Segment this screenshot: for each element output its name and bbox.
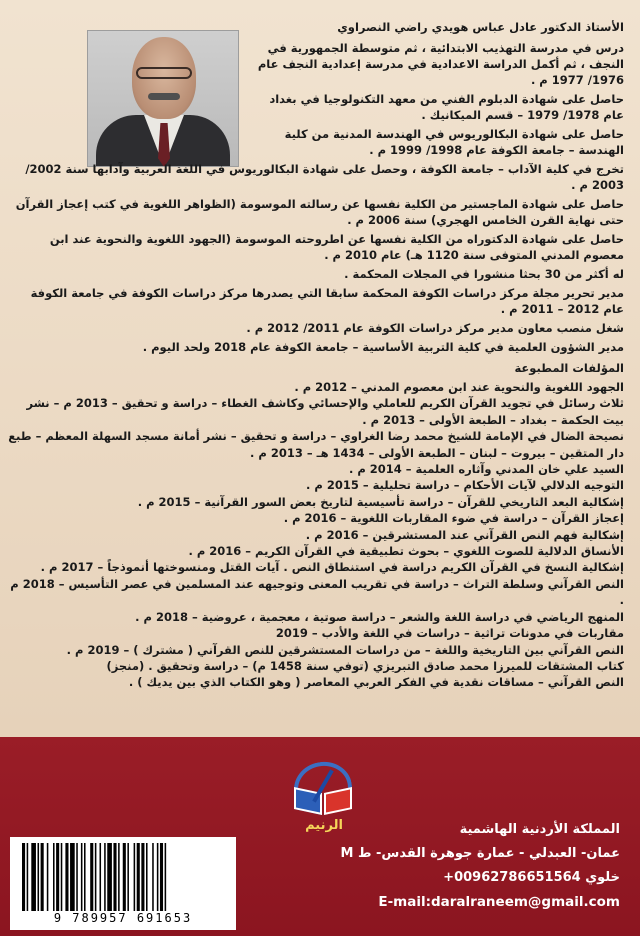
bio-paragraph: له أكثر من 30 بحثا منشورا في المجلات المحكمة . bbox=[344, 267, 624, 281]
barcode-stripe bbox=[134, 843, 136, 911]
biography bbox=[8, 40, 624, 355]
publisher-address: عمان- العبدلي - عمارة جوهرة القدس- ط M bbox=[340, 846, 620, 861]
barcode-stripe bbox=[31, 843, 36, 911]
bio-paragraph: تخرج في كلية الآداب – جامعة الكوفة ، وحصل على شهادة البكالوريوس في اللغة العربية وآدابها سنة 2002/ 2003 م . bbox=[25, 162, 624, 192]
bio-paragraph: حاصل على شهادة البكالوريوس في الهندسة المدنية من كلية الهندسة – جامعة الكوفة عام 1998/ 1999 م . bbox=[284, 127, 624, 157]
work-item: ثلاث رسائل في تجويد القرآن الكريم للعاملي والإحسائي وكاشف الغطاء – دراسة و تحقيق – 2013 م – نشر بيت الحكمة – بغداد – الطبعة الأولى – 2013 م . bbox=[26, 396, 624, 427]
barcode-stripe bbox=[84, 843, 86, 911]
publisher-phone: خلوي 00962786651564+ bbox=[443, 870, 620, 885]
author-title: الأستاذ الدكتور عادل عباس هويدي راضي النصراوي bbox=[337, 20, 624, 34]
barcode-stripe bbox=[53, 843, 55, 911]
isbn-number: 9 789957 691653 bbox=[53, 911, 193, 925]
barcode-stripe bbox=[141, 843, 144, 911]
barcode-stripe bbox=[137, 843, 140, 911]
barcode-stripe bbox=[104, 843, 106, 911]
barcode-stripe bbox=[127, 843, 129, 911]
bio-paragraph: مدير الشؤون العلمية في كلية التربية الأساسية – جامعة الكوفة عام 2018 ولحد اليوم . bbox=[142, 340, 624, 354]
work-item: الجهود اللغوية والنحوية عند ابن معصوم المدني – 2012 م . bbox=[294, 380, 624, 394]
barcode-stripe bbox=[95, 843, 97, 911]
work-item: السيد علي خان المدني وآثاره العلمية – 2014 م . bbox=[348, 462, 624, 477]
work-item: إعجاز القرآن – دراسة في ضوء المقاربات اللغوية – 2016 م . bbox=[283, 511, 624, 526]
publisher-country: المملكة الأردنية الهاشمية bbox=[459, 822, 620, 837]
work-item: النص القرآني بين التاريخية واللغة – من دراسات المستشرقين للنص القرآني ( مشترك ) – 2019 م . bbox=[66, 642, 624, 657]
bio-paragraph: حاصل على شهادة الدبلوم الفني من معهد التكنولوجيا في بغداد عام 1978/ 1979 – قسم الميكانيك . bbox=[269, 92, 624, 122]
work-item: إشكالية النسخ في القرآن الكريم دراسة في استنطاق النص . آيات القتل ومنسوختها أنموذجاً – 2017 م . bbox=[40, 560, 624, 575]
barcode-stripe bbox=[47, 843, 49, 911]
work-item: التوجيه الدلالي لآيات الأحكام – دراسة تحليلية – 2015 م . bbox=[306, 478, 624, 493]
barcode-stripe bbox=[90, 843, 93, 911]
text-column bbox=[8, 20, 624, 691]
barcode-stripe bbox=[107, 843, 112, 911]
work-item: النص القرآني وسلطة التراث – دراسة في تقريب المعنى وتوجيهه عند المسلمين في عصر التأسيس – 2018 م . bbox=[10, 576, 624, 608]
barcode-stripe bbox=[81, 843, 83, 911]
book-icon-right bbox=[324, 787, 352, 815]
work-item: نصيحة الضال في الإمامة للشيخ محمد رضا الغراوي – دراسة و تحقيق – نشر أمانة مسجد السهلة المعظم – طبع دار المتقين – بيروت – لبنان – الطبعة الأولى – 1434 هـ – 2013 م . bbox=[8, 429, 624, 460]
barcode-stripe bbox=[157, 843, 159, 911]
barcode-stripe bbox=[152, 843, 154, 911]
barcode-stripe bbox=[41, 843, 44, 911]
barcode-stripe bbox=[65, 843, 68, 911]
barcode-stripe bbox=[160, 843, 163, 911]
publisher-contact bbox=[300, 818, 620, 914]
barcode-stripe bbox=[61, 843, 63, 911]
barcode-stripe bbox=[38, 843, 40, 911]
barcode-stripe bbox=[70, 843, 75, 911]
barcode-bars bbox=[20, 843, 226, 911]
barcode-stripe bbox=[146, 843, 148, 911]
bio-paragraph: درس في مدرسة التهذيب الابتدائية ، ثم متوسطة الجمهورية في النجف ، ثم أكمل الدراسة الاعدادية في مدرسة إعدادية النجف عام 1976/ 1977 م . bbox=[257, 41, 624, 87]
works-list bbox=[8, 379, 624, 691]
works-heading: المؤلفات المطبوعة bbox=[514, 361, 624, 375]
work-item: المنهج الرياضي في دراسة اللغة والشعر – دراسة صوتية ، معجمية ، عروضية – 2018 م . bbox=[135, 609, 624, 624]
bio-paragraph: حاصل على شهادة الماجستير من الكلية نفسها عن رسالته الموسومة (الظواهر اللغوية في كتب إعجاز القرآن حتى نهاية القرن الخامس الهجري) سنة 2006 م . bbox=[15, 197, 624, 227]
barcode-stripe bbox=[76, 843, 78, 911]
work-item: إشكالية فهم النص القرآني عند المستشرقين – 2016 م . bbox=[305, 527, 624, 542]
barcode-stripe bbox=[165, 843, 167, 911]
work-item: إشكالية البعد التاريخي للقرآن – دراسة تأسيسية لتاريخ بعض السور القرآنية – 2015 م . bbox=[137, 494, 624, 509]
isbn-barcode bbox=[10, 837, 236, 930]
bio-paragraph: شغل منصب معاون مدير مركز دراسات الكوفة عام 2011/ 2012 م . bbox=[246, 321, 624, 335]
bio-paragraph: حاصل على شهادة الدكتوراه من الكلية نفسها عن اطروحته الموسومة (الجهود اللغوية والنحوية عند ابن معصوم المدني المتوفى سنة 1120 هـ) عام 2010 م . bbox=[49, 232, 624, 262]
bio-paragraph: مدير تحرير مجلة مركز دراسات الكوفة المحكمة سابقا التي يصدرها مركز دراسات الكوفة في جامعة الكوفة عام 2012 – 2011 م . bbox=[30, 286, 624, 316]
barcode-stripe bbox=[22, 843, 25, 911]
work-item: النص القرآني – مساقات نقدية في الفكر العربي المعاصر ( وهو الكتاب الذي بين يديك ) . bbox=[128, 675, 624, 690]
barcode-stripe bbox=[113, 843, 116, 911]
work-item: مقاربات في مدونات تراثية – دراسات في اللغة والأدب – 2019 bbox=[275, 626, 624, 641]
barcode-stripe bbox=[118, 843, 120, 911]
logo-name: الرنيم bbox=[305, 818, 343, 833]
work-item: كتاب المشتقات للميرزا محمد صادق التبريزي (توفي سنة 1458 م) – دراسة وتحقيق . (منجز) bbox=[106, 658, 624, 673]
publisher-email: E-mail:daralraneem@gmail.com bbox=[378, 894, 620, 910]
barcode-stripe bbox=[27, 843, 29, 911]
barcode-stripe bbox=[100, 843, 102, 911]
barcode-stripe bbox=[56, 843, 59, 911]
work-item: الأنساق الدلالية للصوت اللغوي – بحوث تطبيقية في القرآن الكريم – 2016 م . bbox=[188, 544, 624, 559]
barcode-stripe bbox=[123, 843, 126, 911]
